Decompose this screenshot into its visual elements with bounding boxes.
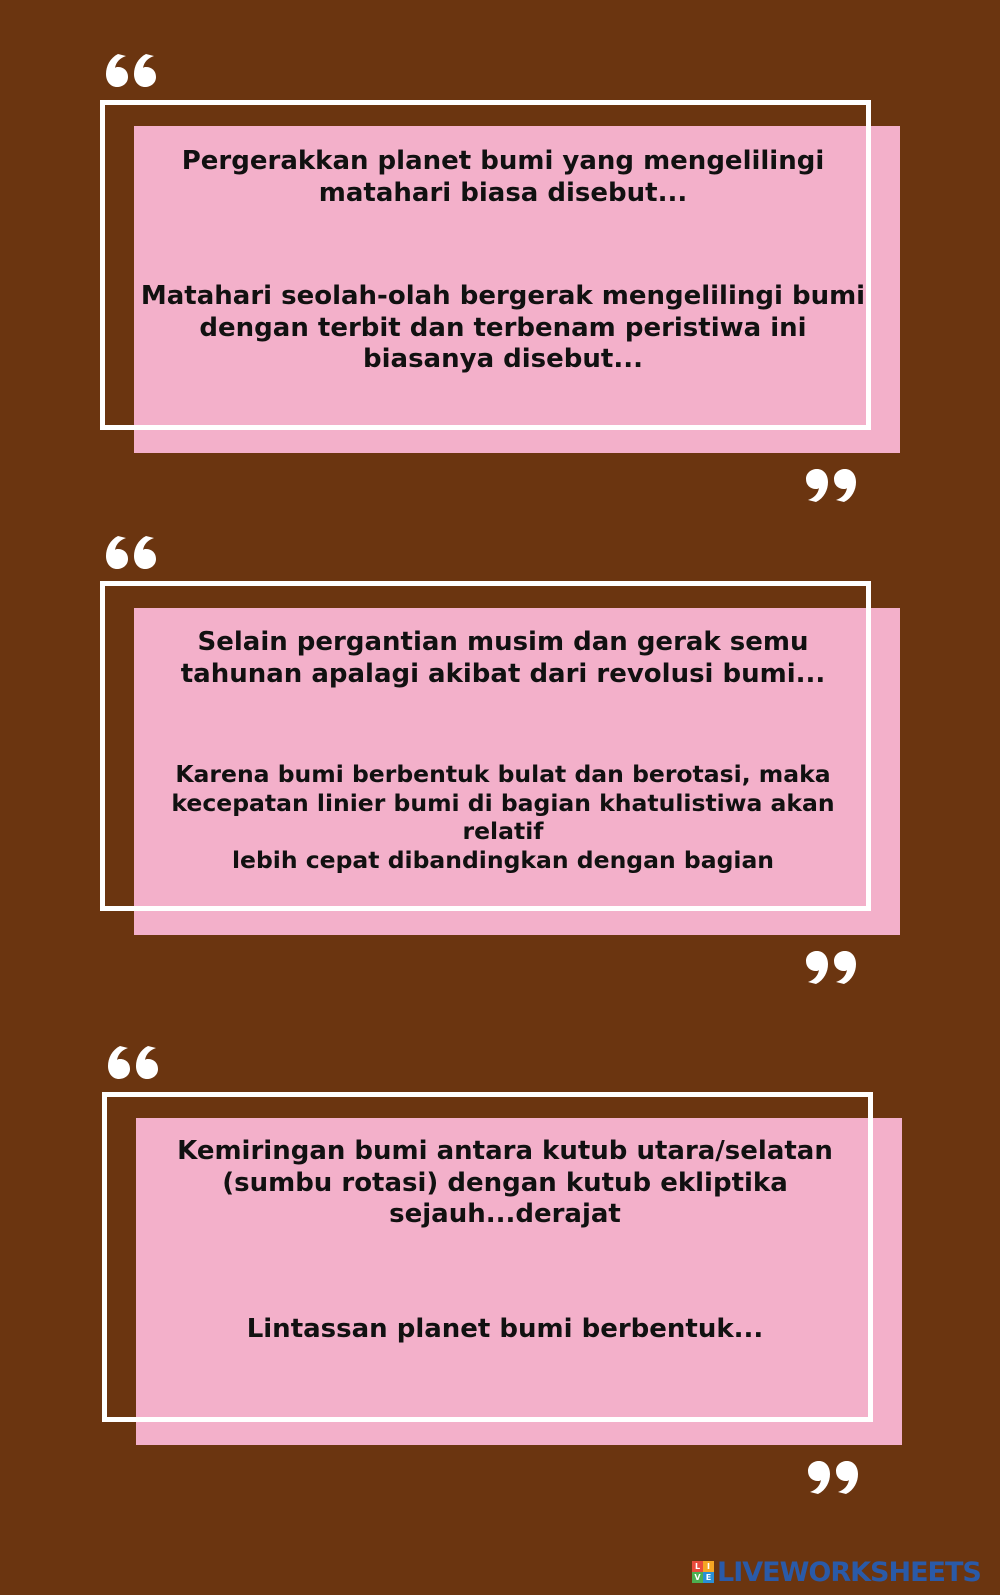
open-quote-icon [106,1042,166,1082]
close-quote-icon [808,1458,868,1498]
card-2-question-2: Karena bumi berbentuk bulat dan berotasi, maka kecepatan linier bumi di bagian khatulistiwa akan relatif lebih cepat dibandingkan dengan bagian [171,760,835,874]
logo-text: LIVEWORKSHEETS [717,1556,981,1588]
logo-mark-icon [692,1561,714,1583]
open-quote-icon [104,50,164,90]
close-quote-icon [806,948,866,988]
card-1-question-1: Pergerakkan planet bumi yang mengelilingi matahari biasa disebut... [181,146,825,208]
logo-letter-v: V [692,1572,703,1583]
logo-letter-e: E [703,1572,714,1583]
logo-letter-l: L [692,1561,703,1572]
liveworksheets-logo [692,1557,981,1587]
logo-letter-i: I [703,1561,714,1572]
close-quote-icon [806,466,866,506]
open-quote-icon [104,532,164,572]
card-2-question-1: Selain pergantian musim dan gerak semu tahunan apalagi akibat dari revolusi bumi... [180,627,826,689]
card-1-question-2: Matahari seolah-olah bergerak mengelilingi bumi dengan terbit dan terbenam peristiwa ini biasanya disebut... [140,281,866,375]
card-3-question-1: Kemiringan bumi antara kutub utara/selatan (sumbu rotasi) dengan kutub ekliptika sejauh...derajat [177,1136,833,1230]
card-3-question-2: Lintassan planet bumi berbentuk... [246,1314,764,1344]
